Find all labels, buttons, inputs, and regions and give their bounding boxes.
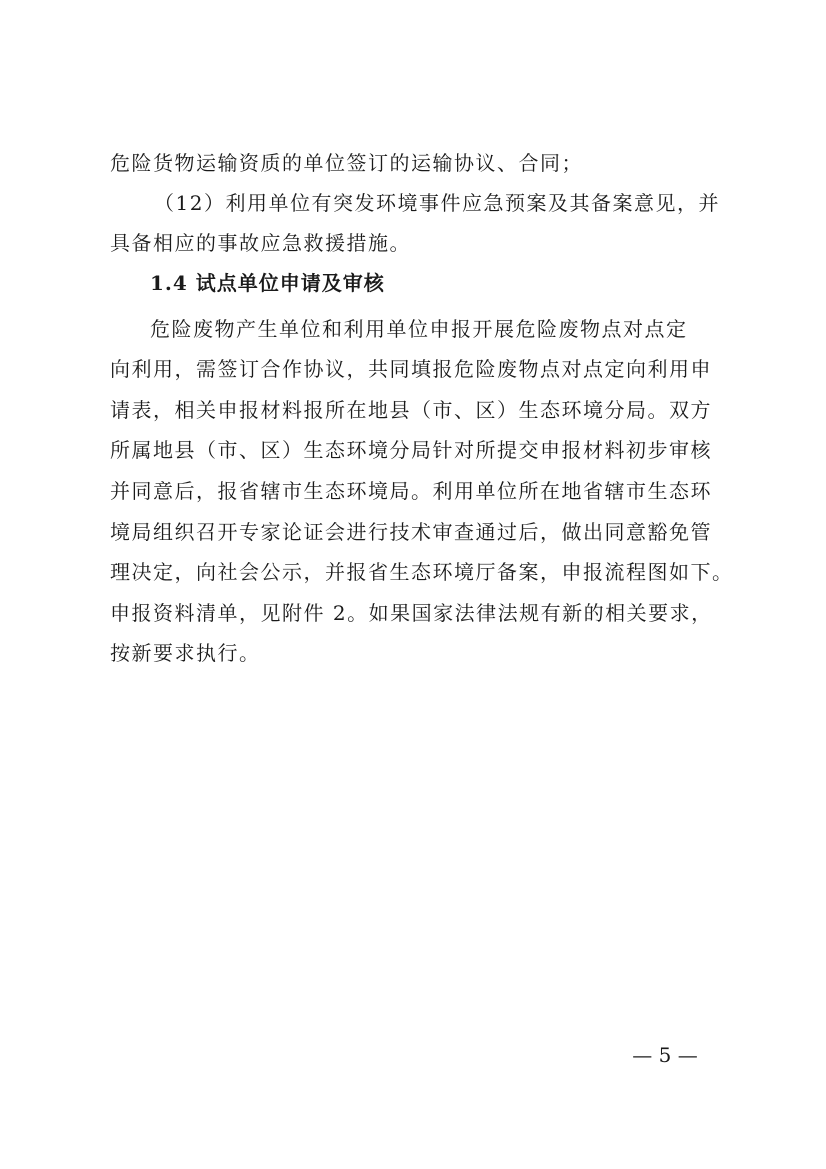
text-line: 按新要求执行。 <box>110 641 261 665</box>
text-line: 具备相应的事故应急救援措施。 <box>110 231 411 255</box>
text-line: 申报资料清单，见附件 2。如果国家法律法规有新的相关要求， <box>110 601 713 625</box>
text-line: 危险废物产生单位和利用单位申报开展危险废物点对点定 <box>150 317 688 341</box>
section-heading: 1.4 试点单位申请及审核 <box>150 271 385 295</box>
text-line: （12）利用单位有突发环境事件应急预案及其备案意见，并 <box>154 191 720 215</box>
text-line: 请表，相关申报材料报所在地县（市、区）生态环境分局。双方 <box>110 398 712 422</box>
text-line: 向利用，需签订合作协议，共同填报危险废物点对点定向利用申 <box>110 357 712 381</box>
text-line: 并同意后，报省辖市生态环境局。利用单位所在地省辖市生态环 <box>110 479 712 503</box>
page-number: — 5 — <box>632 1043 698 1067</box>
text-line: 理决定，向社会公示，并报省生态环境厅备案，申报流程图如下。 <box>110 560 734 584</box>
text-line: 境局组织召开专家论证会进行技术审查通过后，做出同意豁免管 <box>110 520 712 544</box>
text-line: 所属地县（市、区）生态环境分局针对所提交申报材料初步审核 <box>110 438 712 462</box>
text-line: 危险货物运输资质的单位签订的运输协议、合同； <box>110 151 583 175</box>
